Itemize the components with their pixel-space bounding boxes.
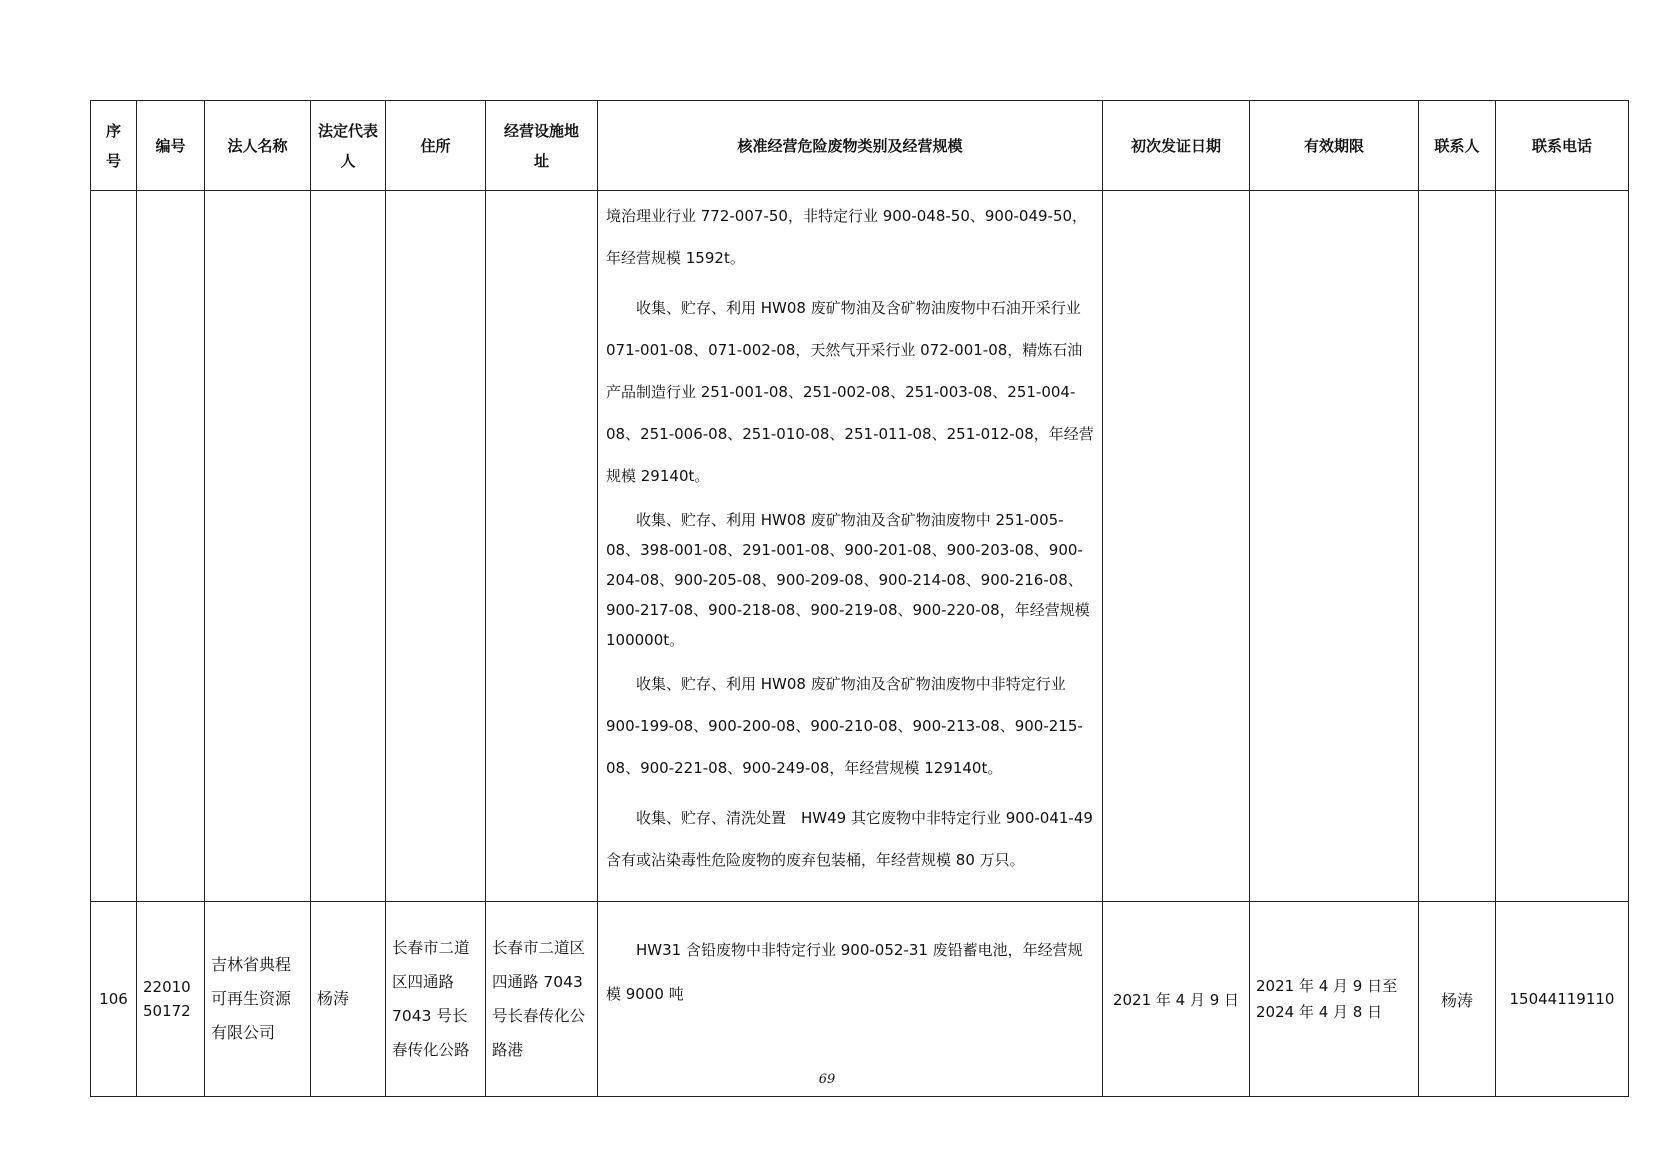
header-scope: 核准经营危险废物类别及经营规模 — [598, 101, 1103, 191]
header-contact: 联系人 — [1419, 101, 1496, 191]
header-legal-name: 法人名称 — [205, 101, 311, 191]
empty-cell — [205, 191, 311, 902]
code-cell: 2201050172 — [137, 902, 205, 1097]
header-facility: 经营设施地址 — [486, 101, 598, 191]
scope-block-1: 收集、贮存、利用 HW08 废矿物油及含矿物油废物中石油开采行业 071-001-08、071-002-08，天然气开采行业 072-001-08，精炼石油产品制造行业 251-001-08、251-002-08、251-003-08、251-004-08、251-006-08、251-010-08、251-011-08、251-012-08，年经营规模 29140t。 — [606, 299, 1094, 485]
scope-block-2: 收集、贮存、利用 HW08 废矿物油及含矿物油废物中 251-005-08、398-001-08、291-001-08、900-201-08、900-203-08、900-204-08、900-205-08、900-209-08、900-214-08、900-216-08、900-217-08、900-218-08、900-219-08、900-220-08，年经营规模 100000t。 — [606, 511, 1090, 649]
legal-name-cell: 吉林省典程可再生资源有限公司 — [205, 902, 311, 1097]
empty-cell — [1103, 191, 1250, 902]
facility-cell: 长春市二道区四通路 7043 号长春传化公路港 — [486, 902, 598, 1097]
table-row-continued — [91, 191, 1629, 902]
table-row-106 — [91, 902, 1629, 1097]
header-rep: 法定代表人 — [311, 101, 386, 191]
empty-cell — [311, 191, 386, 902]
empty-cell — [1496, 191, 1629, 902]
scope-cell-continued — [598, 191, 1103, 902]
first-date-cell: 2021 年 4 月 9 日 — [1103, 902, 1250, 1097]
seq-cell: 106 — [91, 902, 137, 1097]
scope-fragment: 境治理业行业 772-007-50，非特定行业 900-048-50、900-049-50，年经营规模 1592t。 — [606, 207, 1088, 267]
contact-cell: 杨涛 — [1419, 902, 1496, 1097]
permit-table — [90, 100, 1629, 1097]
header-seq: 序号 — [91, 101, 137, 191]
header-phone: 联系电话 — [1496, 101, 1629, 191]
header-address: 住所 — [386, 101, 486, 191]
empty-cell — [137, 191, 205, 902]
scope-block-3: 收集、贮存、利用 HW08 废矿物油及含矿物油废物中非特定行业 900-199-08、900-200-08、900-210-08、900-213-08、900-215-08、900-221-08、900-249-08，年经营规模 129140t。 — [606, 675, 1083, 777]
header-first-date: 初次发证日期 — [1103, 101, 1250, 191]
scope-block-4: 收集、贮存、清洗处置 HW49 其它废物中非特定行业 900-041-49 含有或沾染毒性危险废物的废弃包装桶，年经营规模 80 万只。 — [606, 809, 1093, 869]
header-code: 编号 — [137, 101, 205, 191]
rep-cell: 杨涛 — [311, 902, 386, 1097]
header-validity: 有效期限 — [1250, 101, 1419, 191]
empty-cell — [1419, 191, 1496, 902]
scope-cell-106: HW31 含铅废物中非特定行业 900-052-31 废铅蓄电池，年经营规模 9000 吨 — [598, 902, 1103, 1097]
address-cell: 长春市二道区四通路 7043 号长春传化公路 — [386, 902, 486, 1097]
page-number: 69 — [818, 1072, 836, 1087]
empty-cell — [386, 191, 486, 902]
validity-cell: 2021 年 4 月 9 日至 2024 年 4 月 8 日 — [1250, 902, 1419, 1097]
empty-cell — [1250, 191, 1419, 902]
phone-cell: 15044119110 — [1496, 902, 1629, 1097]
empty-cell — [91, 191, 137, 902]
header-row — [91, 101, 1629, 191]
empty-cell — [486, 191, 598, 902]
